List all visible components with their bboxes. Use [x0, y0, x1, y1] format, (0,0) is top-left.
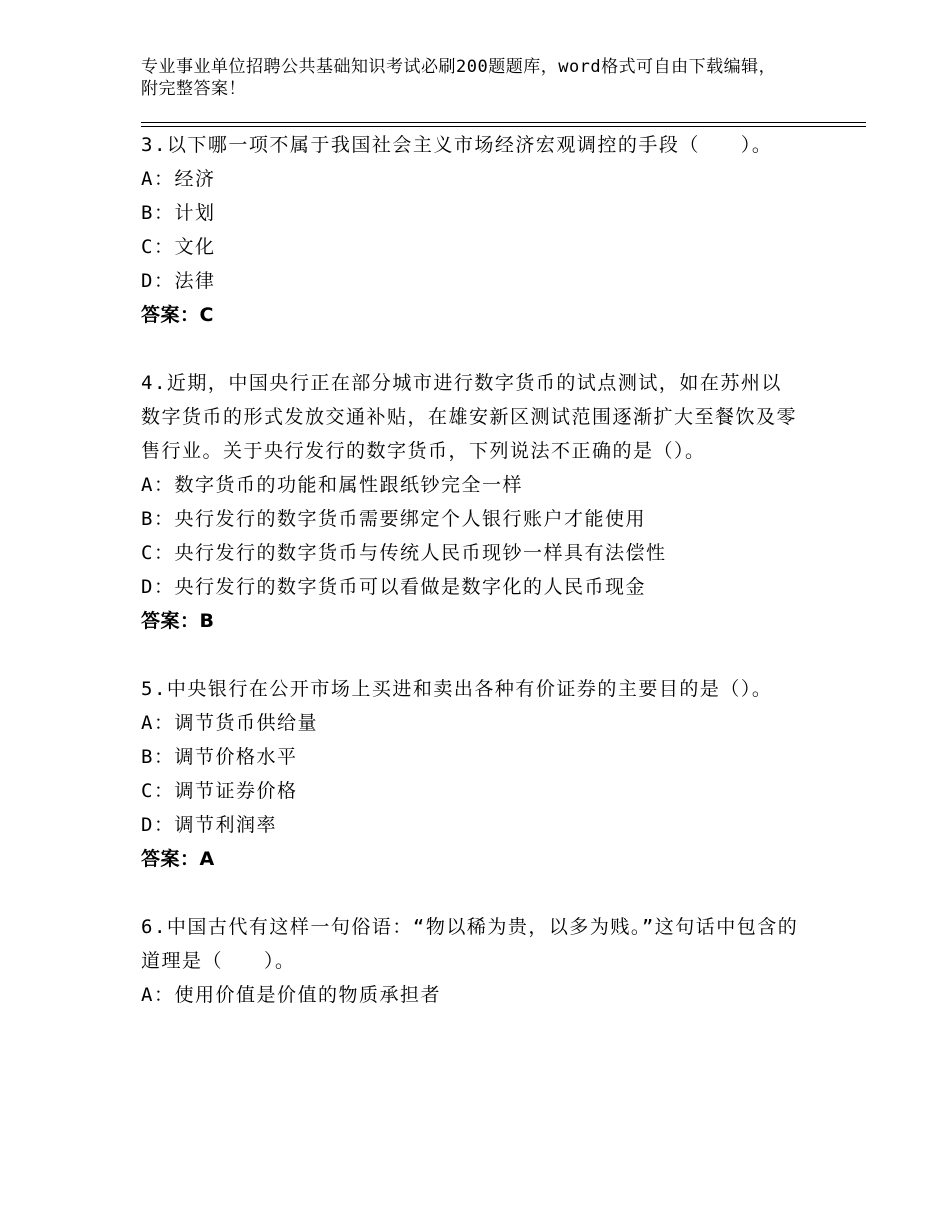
question-6: [141, 910, 801, 1012]
option-d: D：央行发行的数字货币可以看做是数字化的人民币现金: [141, 576, 646, 598]
option-c: C：调节证券价格: [141, 780, 298, 802]
question-stem: 5.中央银行在公开市场上买进和卖出各种有价证券的主要目的是（）。: [141, 678, 773, 700]
question-stem: 6.中国古代有这样一句俗语：“物以稀为贵，以多为贱。”这句话中包含的道理是（ ）。: [141, 916, 799, 972]
question-5: [141, 672, 801, 876]
document-header: 专业事业单位招聘公共基础知识考试必刷200题题库，word格式可自由下载编辑，附完整答案！: [141, 57, 777, 99]
question-3: [141, 128, 801, 332]
header-rule-bottom: [141, 126, 866, 127]
question-stem: 3.以下哪一项不属于我国社会主义市场经济宏观调控的手段（ ）。: [141, 134, 773, 156]
option-b: B：计划: [141, 202, 216, 224]
question-4: [141, 366, 801, 638]
option-c: C：文化: [141, 236, 216, 258]
option-a: A：调节货币供给量: [141, 712, 318, 734]
option-b: B：央行发行的数字货币需要绑定个人银行账户才能使用: [141, 508, 646, 530]
header-rule-top: [141, 122, 866, 123]
option-a: A：经济: [141, 168, 216, 190]
option-a: A：使用价值是价值的物质承担者: [141, 984, 441, 1006]
option-d: D：调节利润率: [141, 814, 277, 836]
answer-label: 答案：B: [141, 610, 215, 632]
answer-label: 答案：A: [141, 848, 215, 870]
question-list: [141, 128, 801, 1012]
option-b: B：调节价格水平: [141, 746, 298, 768]
option-d: D：法律: [141, 270, 216, 292]
option-a: A：数字货币的功能和属性跟纸钞完全一样: [141, 474, 523, 496]
answer-label: 答案：C: [141, 304, 214, 326]
option-c: C：央行发行的数字货币与传统人民币现钞一样具有法偿性: [141, 542, 667, 564]
question-stem: 4.近期，中国央行正在部分城市进行数字货币的试点测试，如在苏州以数字货币的形式发放交通补贴，在雄安新区测试范围逐渐扩大至餐饮及零售行业。关于央行发行的数字货币，下列说法不正确的是（）。: [141, 372, 798, 462]
